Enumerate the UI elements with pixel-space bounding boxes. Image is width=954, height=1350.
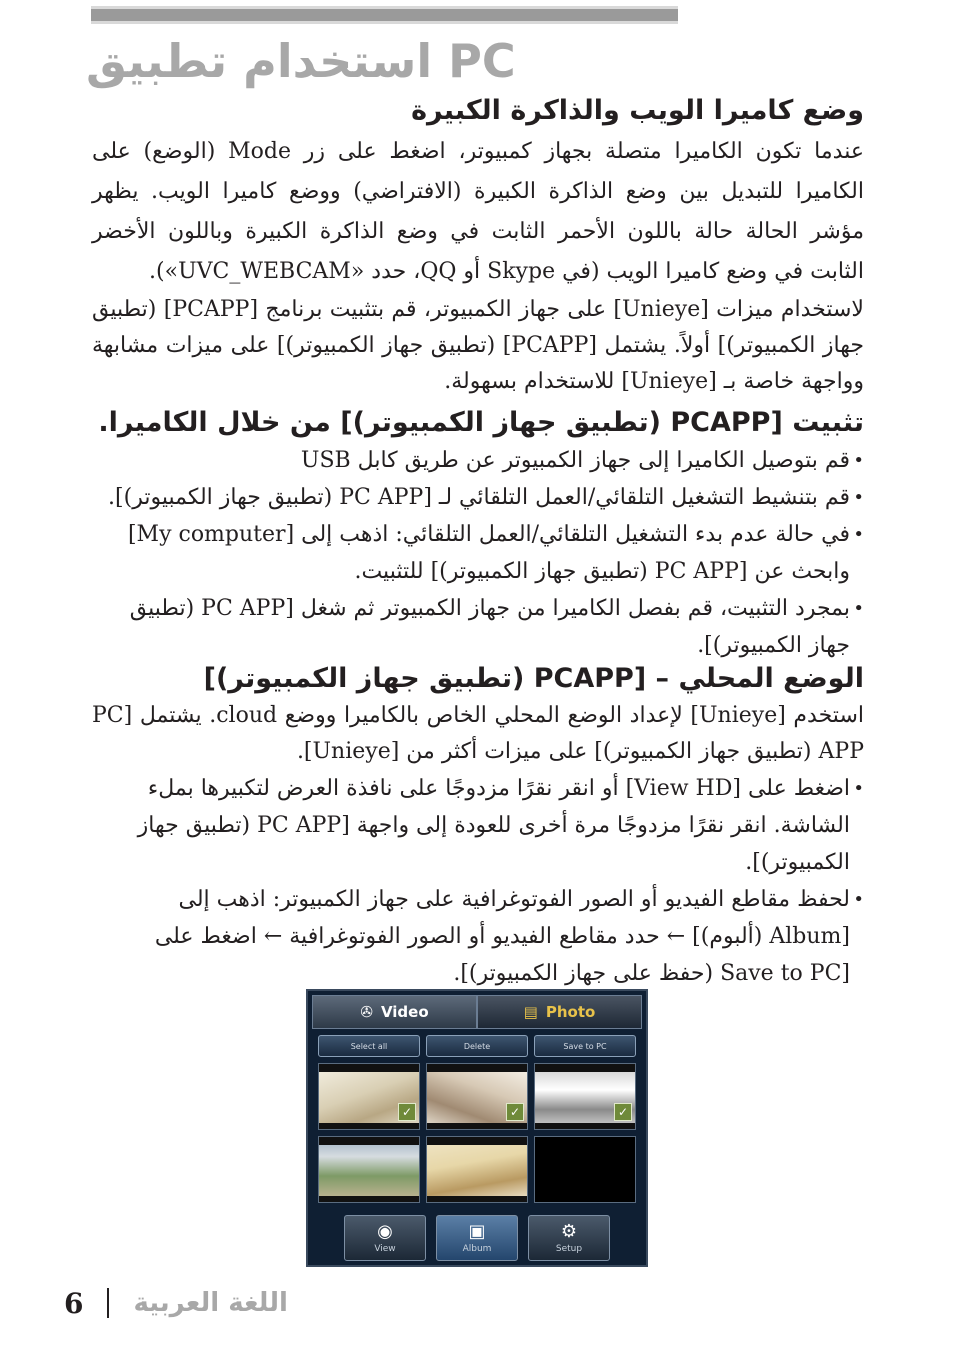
album-icon: ▣	[468, 1221, 486, 1242]
photo-thumbnail[interactable]	[426, 1063, 528, 1130]
nav-setup-label: Setup	[555, 1244, 583, 1254]
local-mode-list	[92, 770, 864, 992]
footer-language: اللغة العربية	[133, 1288, 288, 1318]
tab-video-label: Video	[380, 1003, 429, 1021]
nav-album-button[interactable]	[436, 1215, 518, 1261]
photo-thumbnail[interactable]	[534, 1063, 636, 1130]
list-item: • في حالة عدم بدء التشغيل التلقائي/العمل التلقائي: اذهب إلى [My computer] وابحث عن [PC APP (تطبيق جهاز الكمبيوتر)] للتثبيت.	[92, 516, 864, 590]
checkmark-icon: ✓	[398, 1103, 416, 1121]
nav-view-label: View	[374, 1244, 396, 1254]
photo-thumbnail[interactable]	[318, 1063, 420, 1130]
nav-view-button[interactable]	[344, 1215, 426, 1261]
checkmark-icon: ✓	[506, 1103, 524, 1121]
action-bar	[318, 1035, 636, 1057]
photo-thumbnail[interactable]	[426, 1136, 528, 1203]
nav-setup-button[interactable]	[528, 1215, 610, 1261]
list-item: • اضغط على [View HD] أو انقر نقرًا مزدوجًا على نافذة العرض لتكبيرها بملء الشاشة. انقر نقرًا مزدوجًا مرة أخرى للعودة إلى واجهة [PC APP (تطبيق جهاز الكمبيوتر)].	[92, 770, 864, 881]
bottom-nav	[328, 1215, 626, 1261]
page-footer	[64, 1283, 288, 1323]
photo-thumbnail[interactable]	[318, 1136, 420, 1203]
photo-grid	[318, 1063, 636, 1203]
footer-divider	[107, 1288, 109, 1318]
nav-album-label: Album	[462, 1244, 492, 1254]
install-steps-list	[92, 442, 864, 664]
checkmark-icon: ✓	[614, 1103, 632, 1121]
tab-photo[interactable]	[477, 995, 642, 1029]
gear-icon: ⚙	[560, 1221, 578, 1242]
page-content	[92, 92, 864, 992]
page-number: 6	[64, 1286, 84, 1320]
section-heading-install: تثبيت [PCAPP (تطبيق جهاز الكمبيوتر)] من خلال الكاميرا.	[98, 407, 864, 438]
top-rule-bar	[91, 6, 678, 24]
tab-video[interactable]	[312, 995, 477, 1029]
pcapp-screenshot	[306, 989, 648, 1267]
section-heading-webcam: وضع كاميرا الويب والذاكرة الكبيرة	[411, 95, 864, 126]
paragraph-unieye-pcapp: لاستخدام ميزات [Unieye] على جهاز الكمبيوتر، قم بتثبيت برنامج [PCAPP] (تطبيق جهاز الكمبيوتر)] أولاً. يشتمل [PCAPP] (تطبيق جهاز الكمبيوتر)] على ميزات مشابهة وواجهة خاصة بـ [Unieye] للاستخدام بسهولة.	[92, 297, 864, 394]
media-tabs	[312, 995, 642, 1029]
paragraph-webcam-mode: عندما تكون الكاميرا متصلة بجهاز كمبيوتر، اضغط على زر Mode (الوضع) على الكاميرا للتبديل بين وضع الذاكرة الكبيرة (الافتراضي) ووضع كاميرا الويب. يظهر مؤشر الحالة حالة باللون الأحمر الثابت في وضع الذاكرة الكبيرة وباللون الأخضر الثابت في وضع كاميرا الويب (في Skype أو QQ، حدد «UVC_WEBCAM»).	[92, 139, 864, 284]
select-all-button[interactable]: Select all	[318, 1035, 420, 1057]
picture-icon: ▤	[523, 1003, 538, 1021]
empty-thumbnail-slot	[534, 1136, 636, 1203]
film-reel-icon: ✇	[360, 1003, 373, 1021]
paragraph-local-mode: استخدم [Unieye] لإعداد الوضع المحلي الخاص بالكاميرا ووضع cloud. يشتمل [PC APP (تطبيق جهاز الكمبيوتر)] على ميزات أكثر من [Unieye].	[92, 703, 864, 764]
section-heading-local-mode: الوضع المحلي – [PCAPP (تطبيق جهاز الكمبيوتر)]	[203, 663, 864, 694]
list-item: • لحفظ مقاطع الفيديو أو الصور الفوتوغرافية على جهاز الكمبيوتر: اذهب إلى [Album (ألبوم)] ← حدد مقاطع الفيديو أو الصور الفوتوغرافية ← اضغط على [Save to PC (حفظ على جهاز الكمبيوتر)].	[92, 881, 864, 992]
list-item: • قم بتوصيل الكاميرا إلى جهاز الكمبيوتر عن طريق كابل USB	[92, 442, 864, 479]
save-to-pc-button[interactable]: Save to PC	[534, 1035, 636, 1057]
delete-button[interactable]: Delete	[426, 1035, 528, 1057]
tab-photo-label: Photo	[545, 1003, 596, 1021]
list-item: • بمجرد التثبيت، قم بفصل الكاميرا من جهاز الكمبيوتر ثم شغل [PC APP (تطبيق جهاز الكمبيوتر)].	[92, 590, 864, 664]
list-item: • قم بتنشيط التشغيل التلقائي/العمل التلقائي لـ [PC APP (تطبيق جهاز الكمبيوتر)].	[92, 479, 864, 516]
camera-lens-icon: ◉	[377, 1221, 393, 1242]
page-title: استخدام تطبيق PC	[86, 34, 516, 88]
